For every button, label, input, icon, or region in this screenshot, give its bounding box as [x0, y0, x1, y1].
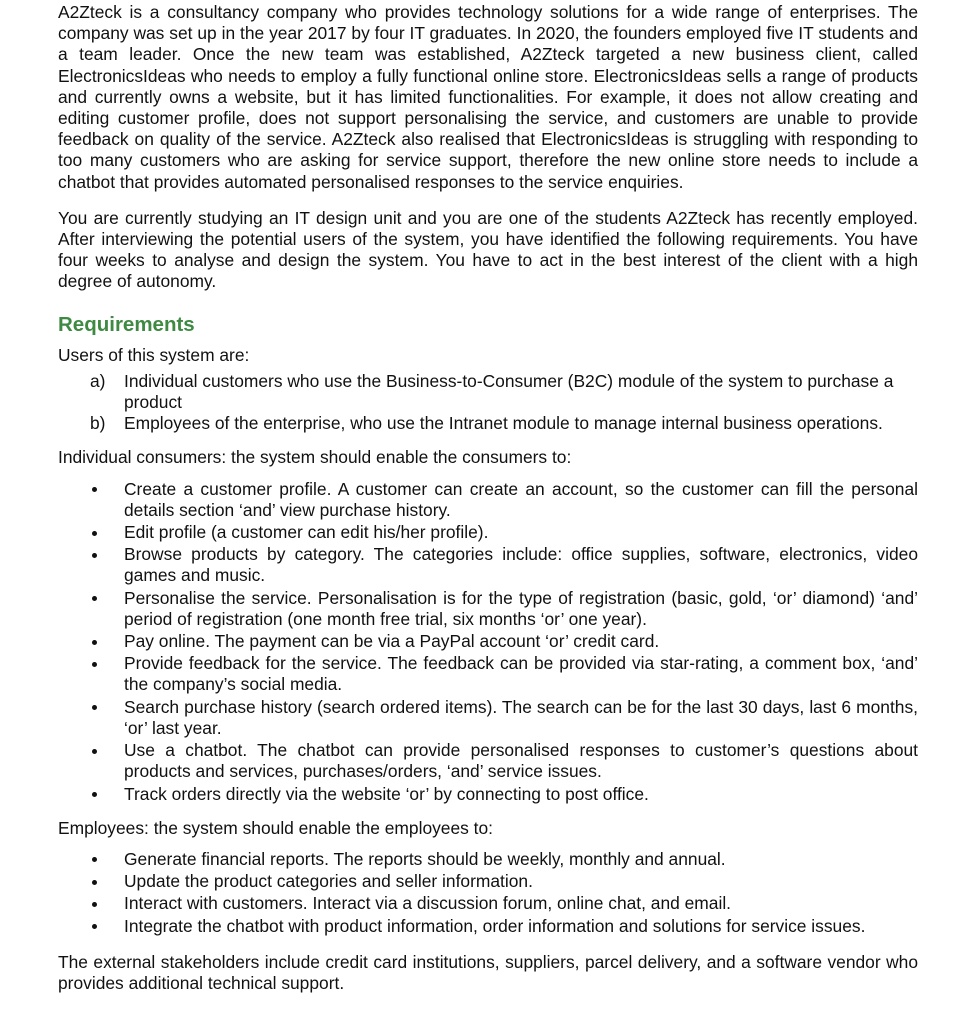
consumer-requirements-list [58, 479, 918, 805]
users-lead: Users of this system are: [58, 344, 250, 365]
bullet-icon [92, 553, 97, 558]
list-item [58, 522, 918, 543]
intro-paragraph-1: A2Zteck is a consultancy company who provides technology solutions for a wide range of enterprises. The company was set up in the year 2017 by four IT graduates. In 2020, the founders employed five IT students and a team leader. Once the new team was established, A2Zteck targeted a new business client, called ElectronicsIdeas who needs to employ a fully functional online store. ElectronicsIdeas sells a range of products and currently owns a website, but it has limited functionalities. For example, it does not allow creating and editing customer profile, does not support personalising the service, and customers are unable to provide feedback on quality of the service. A2Zteck also realised that ElectronicsIdeas is struggling with responding to too many customers who are asking for service support, therefore the new online store needs to include a chatbot that provides automated personalised responses to the service enquiries. [58, 2, 918, 192]
list-item-text: Search purchase history (search ordered items). The search can be for the last 30 days, last 6 months, ‘or’ last year. [124, 696, 918, 738]
list-item-text: Integrate the chatbot with product information, order information and solutions for service issues. [124, 915, 866, 936]
bullet-icon [92, 857, 97, 862]
list-item-text: Use a chatbot. The chatbot can provide personalised responses to customer’s questions about products and services, purchases/orders, ‘and’ service issues. [124, 740, 918, 782]
list-item-text: Track orders directly via the website ‘or’ by connecting to post office. [124, 783, 649, 804]
users-list-item [58, 371, 918, 413]
list-item [58, 849, 918, 870]
list-marker: a) [90, 370, 106, 391]
list-item-text: Generate financial reports. The reports should be weekly, monthly and annual. [124, 848, 726, 869]
list-item-text: Interact with customers. Interact via a discussion forum, online chat, and email. [124, 893, 732, 914]
intro-paragraph-2: You are currently studying an IT design unit and you are one of the students A2Zteck has recently employed. After interviewing the potential users of the system, you have identified the following requirements. You have four weeks to analyse and design the system. You have to act in the best interest of the client with a high degree of autonomy. [58, 207, 918, 292]
list-item-text: Pay online. The payment can be via a PayPal account ‘or’ credit card. [124, 631, 660, 652]
employee-requirements-list [58, 849, 918, 937]
bullet-icon [92, 640, 97, 645]
list-marker: b) [90, 413, 106, 434]
requirements-heading: Requirements [58, 312, 195, 336]
employees-lead: Employees: the system should enable the employees to: [58, 817, 494, 838]
consumers-lead: Individual consumers: the system should enable the consumers to: [58, 447, 572, 468]
bullet-icon [92, 749, 97, 754]
bullet-icon [92, 705, 97, 710]
list-item [58, 544, 918, 586]
list-item [58, 916, 918, 937]
list-item [58, 588, 918, 630]
list-item [58, 893, 918, 914]
bullet-icon [92, 487, 97, 492]
list-item-text: Update the product categories and seller information. [124, 871, 533, 892]
users-list [58, 371, 918, 435]
bullet-icon [92, 902, 97, 907]
list-item-text: Edit profile (a customer can edit his/her profile). [124, 522, 489, 543]
list-item-text: Create a customer profile. A customer can create an account, so the customer can fill the personal details section ‘and’ view purchase history. [124, 478, 918, 520]
list-item [58, 631, 918, 652]
list-item-text: Provide feedback for the service. The feedback can be provided via star-rating, a comment box, ‘and’ the company’s social media. [124, 653, 918, 695]
list-item-text: Browse products by category. The categories include: office supplies, software, electronics, video games and music. [124, 544, 918, 586]
bullet-icon [92, 662, 97, 667]
list-item [58, 479, 918, 521]
bullet-icon [92, 880, 97, 885]
bullet-icon [92, 596, 97, 601]
stakeholders-paragraph: The external stakeholders include credit card institutions, suppliers, parcel delivery, and a software vendor who provides additional technical support. [58, 951, 918, 993]
list-item [58, 784, 918, 805]
list-item [58, 697, 918, 739]
users-list-item [58, 413, 918, 434]
list-item [58, 740, 918, 782]
users-list-item-text: Employees of the enterprise, who use the Intranet module to manage internal business operations. [124, 413, 883, 434]
bullet-icon [92, 531, 97, 536]
users-list-item-text: Individual customers who use the Business-to-Consumer (B2C) module of the system to purchase a product [124, 370, 894, 413]
bullet-icon [92, 792, 97, 797]
list-item-text: Personalise the service. Personalisation is for the type of registration (basic, gold, ‘or’ diamond) ‘and’ period of registration (one month free trial, six months ‘or’ one year). [124, 587, 918, 629]
bullet-icon [92, 924, 97, 929]
list-item [58, 871, 918, 892]
list-item [58, 653, 918, 695]
